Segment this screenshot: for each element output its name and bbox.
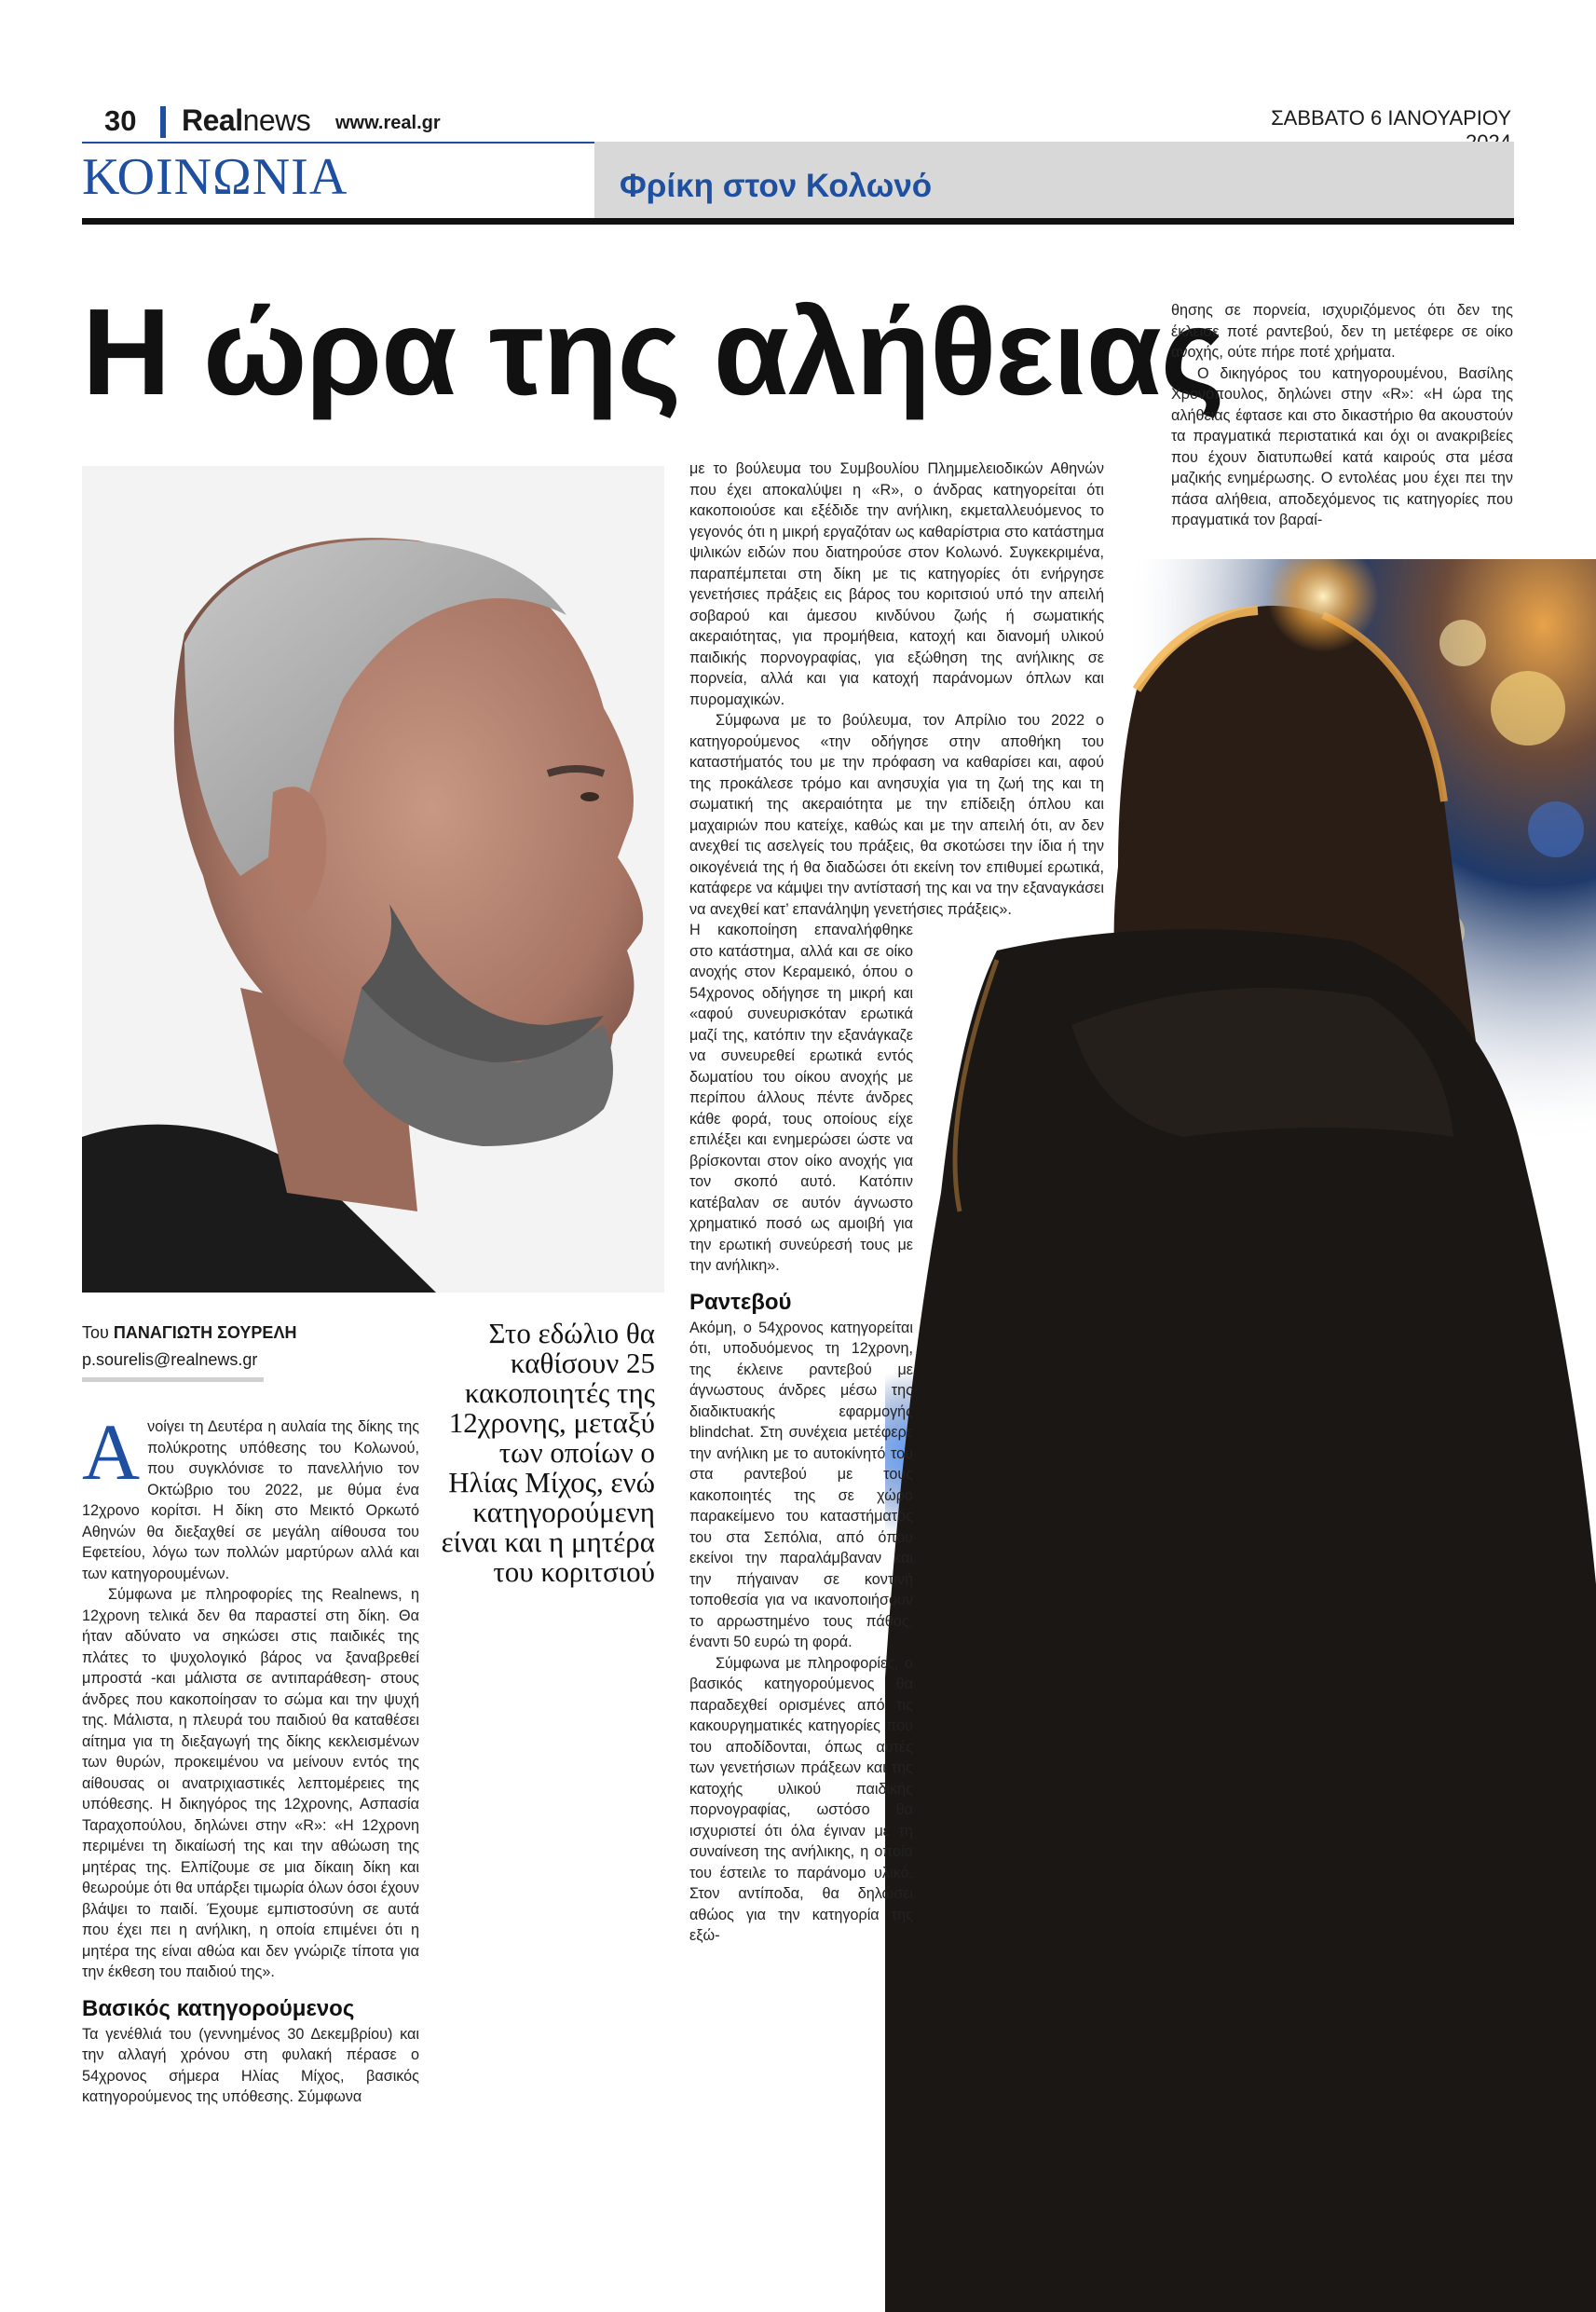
defendant-photo (82, 466, 664, 1293)
site-url: www.real.gr (335, 113, 441, 133)
author-email[interactable]: p.sourelis@realnews.gr (82, 1350, 258, 1369)
lead-text: νοίγει τη Δευτέρα η αυλαία της δίκης της πολύκροτης υπόθεσης του Κολωνού, που συγκλόνισε το πανελλήνιο τον Οκτώβριο του 2022, με θύμα ένα 12χρονο κορίτσι. Η δίκη στο Μεικτό Ορκωτό Αθηνών θα διεξαχθεί σε μεγάλη αίθουσα του Εφετείου, λόγω των πολλών μαρτύρων αλλά και των κατηγορουμένων. (82, 1418, 419, 1582)
paragraph: Ακόμη, ο 54χρονος κατηγορείται ότι, υποδυόμενος τη 12χρονη, της έκλεινε ραντεβού με άγνωστους άνδρες μέσω της διαδικτυακής εφαρμογής blindchat. Στη συνέχεια μετέφερε την ανήλικη με το αυτοκίνητό του στα ραντεβού με τους κακοποιητές της σε χώρο παρακείμενο του καταστήματός του στα Σεπόλια, από όπου εκείνοι την παραλάμβαναν και την πήγαιναν σε κοντινή τοποθεσία για να ικανοποιήσουν το αρρωστημένο τους πάθος, έναντι 50 ευρώ τη φορά. (689, 1319, 913, 1650)
headline: Η ώρα της αλήθειας (82, 283, 1224, 420)
page-number: 30 (104, 104, 137, 137)
paragraph: θησης σε πορνεία, ισχυριζόμενος ότι δεν της έκλεισε ποτέ ραντεβού, δεν τη μετέφερε σε οίκο ανοχής, ούτε πήρε ποτέ χρήματα. (1171, 302, 1513, 361)
header-rule (82, 218, 1514, 225)
lead-paragraph (82, 1407, 419, 1584)
section-line (82, 142, 594, 144)
paragraph: Σύμφωνα με το βούλευμα, τον Απρίλιο του 2022 ο κατηγορούμενος «την οδήγησε στην αποθήκη του καταστήματός του με την πρόφαση να καθαρίσει και, αφού της προκάλεσε τρόμο και ανησυχία για τη ζωή της και τη σωματική της ακεραιότητα με την επίδειξη όπλου και μαχαιριών που κατείχε, καθώς και με την απειλή ότι, αν δεν ανεχθεί τις ασελγείς του πράξεις, θα σκοτώσει την ίδια ή την οικογένειά της ή θα διαδώσει ότι εκείνη τον επιθυμεί ερωτικά, κατάφερε να κάμψει την αντίστασή της και να την εξαναγκάσει να ανεχθεί κατ’ επανάληψη γενετήσιες πράξεις». (689, 712, 1104, 918)
issue-date: ΣΑΒΒΑΤΟ 6 ΙΑΝΟΥΑΡΙΟΥ (1271, 106, 1511, 130)
byline-prefix: Του (82, 1323, 114, 1342)
byline-author: ΠΑΝΑΓΙΩΤΗ ΣΟΥΡΕΛΗ (113, 1323, 297, 1342)
paragraph: Η κακοποίηση επαναλήφθηκε στο κατάστημα, αλλά και σε οίκο ανοχής στον Κεραμεικό, όπου ο 54χρονος οδήγησε τη μικρή και «αφού συνευρισκόταν ερωτικά μαζί της, κατόπιν την εξανάγκαζε να συνευρεθεί ερωτικά εντός δωματίου του οίκου ανοχής με περίπου άλλους πέντε άνδρες κάθε φορά, τους οποίους είχε επιλέξει και ενημερώσει ώστε να βρίσκονται στον οίκο ανοχής για τον σκοπό αυτό. Κατόπιν κατέβαλαν σε αυτόν άγνωστο χρηματικό ποσό ως αμοιβή για την ερωτική συνεύρεσή τους με την ανήλικη». (689, 922, 913, 1274)
subhead-main-defendant: Βασικός κατηγορούμενος (82, 1995, 355, 2021)
brand-logo (182, 103, 310, 138)
article-column-2 (689, 458, 1104, 1947)
byline-rule (82, 1377, 264, 1382)
paragraph: Σύμφωνα με πληροφορίες, ο βασικός κατηγορούμενος θα παραδεχθεί ορισμένες από τις κακουργηματικές κατηγορίες που του αποδίδονται, όπως αυτές των γενετήσιων πράξεων και της κατοχής υλικού παιδικής πορνογραφίας, ωστόσο θα ισχυριστεί ότι όλα έγιναν με τη συναίνεση της ανήλικης, η οποία του έστειλε το παράνομο υλικό. Στον αντίποδα, θα δηλώσει αθώος για την κατηγορία της εξώ- (689, 1654, 913, 1944)
byline (82, 1323, 296, 1343)
section-title: ΚΟΙΝΩΝΙΑ (82, 148, 348, 206)
brand-bold: Real (182, 103, 243, 137)
pull-quote: Στο εδώλιο θα καθίσουν 25 κακοποιητές της 12χρονης, μεταξύ των οποίων ο Ηλίας Μίχος, ενώ κατηγορούμενη είναι και η μητέρα του κοριτσιού (441, 1317, 655, 1588)
paragraph: Ο δικηγόρος του κατηγορουμένου, Βασίλης Χρονόπουλος, δηλώνει στην «R»: «Η ώρα της αλήθειας έφτασε και στο δικαστήριο θα ακουστούν τα πραγματικά περιστατικά και όχι οι ανακριβείες που έχουν διατυπωθεί κατά καιρούς στα μέσα μαζικής ενημέρωσης. Ο εντολέας μου έχει πει την πάσα αλήθεια, αποδεχόμενος τις κατηγορίες που πραγματικά τον βαραί- (1171, 364, 1513, 528)
page-number-divider (160, 106, 166, 138)
paragraph: με το βούλευμα του Συμβουλίου Πλημμελειοδικών Αθηνών που έχει αποκαλύψει η «R», ο άνδρας κατηγορείται ότι κακοποιούσε και εξέδιδε την ανήλικη, εκμεταλλευόμενος το γεγονός ότι η μικρή εργαζόταν ως καθαρίστρια στο κατάστημα ψιλικών ειδών που διατηρούσε στον Κολωνό. Συγκεκριμένα, παραπέμπεται στη δίκη με τις κατηγορίες ότι ενήργησε γενετήσιες πράξεις εις βάρος του κοριτσιού υπό την απειλή σοβαρού και άμεσου κινδύνου ζωής ή σωματικής ακεραιότητας, για προμήθεια, κατοχή και διανομή υλικού παιδικής πορνογραφίας, για εξώθηση της ανήλικης σε πορνεία, αλλά και για κατοχή παράνομων όπλων και πυρομαχικών. (689, 460, 1104, 708)
subhead-appointment: Ραντεβού (689, 1289, 792, 1315)
brand-rest: news (242, 103, 311, 137)
paragraph: Σύμφωνα με πληροφορίες της Realnews, η 12χρονη τελικά δεν θα παραστεί στη δίκη. Θα ήταν αδύνατο να σηκώσει στις παιδικές της πλάτες το ψυχολογικό βάρος να ξαναβρεθεί μπροστά -και μάλιστα σε αντιπαράθεση- στους άνδρες που κακοποίησαν το σώμα και την ψυχή της. Μάλιστα, η πλευρά του παιδιού θα καταθέσει αίτημα για τη διεξαγωγή της δίκης κεκλεισμένων των θυρών, προκειμένου να μείνουν εντός της αίθουσας οι ανατριχιαστικές λεπτομέρειες της υπόθεσης. Η δικηγόρος της 12χρονης, Ασπασία Ταραχοπούλου, δηλώνει στην «R»: «Η 12χρονη περιμένει τη δικαίωσή της και την αθώωση της μητέρας της. Ελπίζουμε σε μια δίκαιη δίκη και θεωρούμε ότι θα υπάρξει τιμωρία όλων όσοι έχουν βλάψει το παιδί. Έχουμε εμπιστοσύνη σε αυτά που έχει πει η ανήλικη, η οποία επιμένει ότι η μητέρα της είναι αθώα και δεν γνώριζε τίποτα για την έκθεση του παιδιού της». (82, 1586, 419, 1980)
drop-cap: Α (82, 1407, 141, 1497)
story-tagline: Φρίκη στον Κολωνό (620, 168, 933, 204)
article-column-3 (1171, 300, 1513, 531)
article-column-1 (82, 1407, 419, 2108)
paragraph: Τα γενέθλιά του (γεννημένος 30 Δεκεμβρίου) και την αλλαγή χρόνου στη φυλακή πέρασε ο 54χρονος σήμερα Ηλίας Μίχος, βασικός κατηγορούμενος της υπόθεσης. Σύμφωνα (82, 2025, 419, 2105)
